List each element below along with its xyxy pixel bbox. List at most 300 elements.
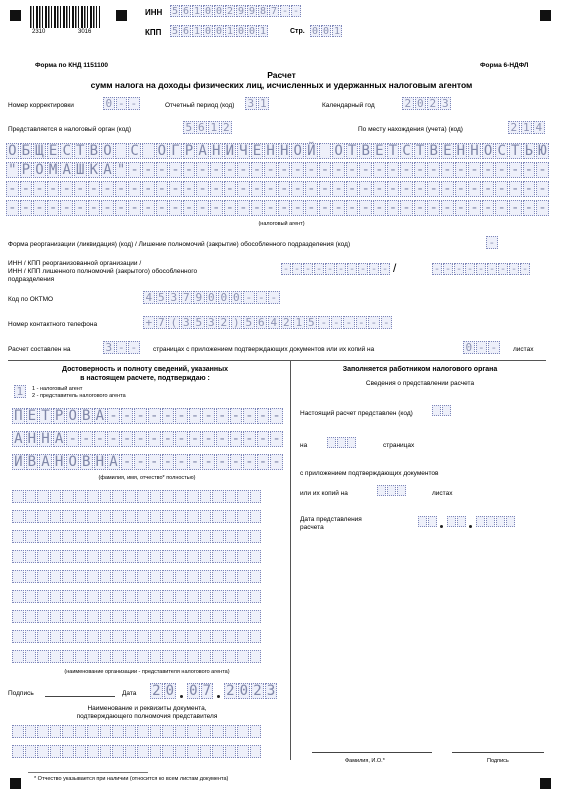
- cell: [87, 570, 99, 583]
- cell: [187, 490, 199, 503]
- rep-org-row-8[interactable]: [12, 630, 261, 643]
- section-divider: [8, 360, 546, 361]
- cell: [62, 570, 74, 583]
- cell: 0: [231, 291, 243, 304]
- cell: -: [128, 200, 141, 216]
- tax-authority-cells[interactable]: [183, 121, 232, 134]
- cell: [212, 725, 224, 738]
- cell: -: [381, 316, 393, 329]
- cell: -: [210, 200, 223, 216]
- cell: 2: [224, 683, 237, 699]
- cell: [212, 610, 224, 623]
- signer-opt2: 2 - представитель налогового агента: [32, 393, 126, 399]
- reorg-kpp-cells[interactable]: [432, 263, 530, 275]
- cell: 0: [204, 26, 212, 37]
- cell: [137, 570, 149, 583]
- cell: -: [257, 431, 270, 447]
- right-date-day[interactable]: [418, 516, 437, 527]
- rep-org-row-5[interactable]: [12, 570, 261, 583]
- kpp-label: КПП: [145, 28, 162, 37]
- cell: [112, 725, 124, 738]
- cell: [187, 610, 199, 623]
- cell: -: [318, 316, 330, 329]
- cell: [418, 516, 427, 527]
- cell: Г: [169, 143, 182, 159]
- cell: 3: [265, 683, 278, 699]
- page-cells[interactable]: [310, 25, 342, 37]
- cell: 0: [206, 291, 218, 304]
- cell: -: [162, 408, 175, 424]
- cell: -: [6, 181, 19, 197]
- cell: -: [216, 431, 229, 447]
- cell: 4: [533, 121, 545, 134]
- cell: [212, 745, 224, 758]
- cell: [112, 570, 124, 583]
- cell: [12, 590, 24, 603]
- cell: -: [20, 200, 33, 216]
- right-date-month[interactable]: [447, 516, 466, 527]
- cell: [87, 630, 99, 643]
- cell: -: [134, 431, 147, 447]
- doc-label1: Наименование и реквизиты документа,: [87, 705, 207, 712]
- cell: -: [115, 200, 128, 216]
- cell: [162, 650, 174, 663]
- cell: Ч: [237, 143, 250, 159]
- cell: [150, 650, 162, 663]
- cell: [75, 725, 87, 738]
- cell: А: [196, 143, 209, 159]
- cell: [225, 630, 237, 643]
- cell: [125, 630, 137, 643]
- cell: 0: [248, 26, 256, 37]
- cell: -: [488, 264, 496, 275]
- cell: [37, 510, 49, 523]
- corner-marker-tl: [10, 10, 21, 21]
- cell: -: [251, 162, 264, 178]
- cell: 5: [171, 6, 179, 17]
- cell: [12, 510, 24, 523]
- cell: -: [305, 162, 318, 178]
- cell: -: [482, 181, 495, 197]
- cell: -: [251, 200, 264, 216]
- cell: [87, 510, 99, 523]
- cell: [175, 490, 187, 503]
- cell: -: [162, 431, 175, 447]
- cell: -: [74, 181, 87, 197]
- reorg-inn-label2: ИНН / КПП лишенного полномочий (закрытого) обособленного: [8, 268, 198, 275]
- cell: [100, 630, 112, 643]
- cell: [187, 530, 199, 543]
- left-header2: в настоящем расчете, подтверждаю :: [80, 375, 210, 382]
- cell: [237, 490, 249, 503]
- cell: -: [278, 181, 291, 197]
- cell: [12, 550, 24, 563]
- cell: -: [6, 200, 19, 216]
- cell: [50, 610, 62, 623]
- cell: Т: [387, 143, 400, 159]
- vertical-divider: [290, 360, 291, 760]
- cell: -: [80, 431, 93, 447]
- cell: 7: [201, 683, 214, 699]
- cell: [12, 745, 24, 758]
- cell: -: [331, 316, 343, 329]
- cell: -: [60, 181, 73, 197]
- doc-row-2[interactable]: [12, 745, 261, 758]
- cell: Н: [468, 143, 481, 159]
- cell: [75, 610, 87, 623]
- rep-org-row-3[interactable]: [12, 530, 261, 543]
- cell: [75, 490, 87, 503]
- rep-org-row-6[interactable]: [12, 590, 261, 603]
- rep-org-row-4[interactable]: [12, 550, 261, 563]
- cell: И: [12, 454, 25, 470]
- cell: О: [332, 143, 345, 159]
- cell: О: [66, 454, 79, 470]
- cell: [50, 490, 62, 503]
- cell: -: [210, 181, 223, 197]
- cell: [100, 530, 112, 543]
- cell: ": [115, 162, 128, 178]
- cell: 7: [156, 316, 168, 329]
- cell: -: [373, 181, 386, 197]
- barcode: [30, 6, 100, 28]
- cell: -: [521, 264, 529, 275]
- cell: -: [128, 162, 141, 178]
- cell: [37, 530, 49, 543]
- cell: +: [143, 316, 155, 329]
- cell: [187, 570, 199, 583]
- right-pages-cells[interactable]: [327, 437, 356, 448]
- cell: -: [101, 181, 114, 197]
- cell: -: [319, 200, 332, 216]
- cell: 0: [218, 291, 230, 304]
- cell: [162, 570, 174, 583]
- right-date-year[interactable]: [476, 516, 515, 527]
- cell: [100, 510, 112, 523]
- cell: [200, 530, 212, 543]
- cell: [175, 530, 187, 543]
- cell: [175, 725, 187, 738]
- date-day-cells[interactable]: [150, 683, 176, 699]
- cell: -: [189, 408, 202, 424]
- right-copies-cells[interactable]: [377, 485, 406, 496]
- cell: -: [332, 181, 345, 197]
- cell: [225, 745, 237, 758]
- pages-cells[interactable]: [103, 341, 140, 354]
- cell: [75, 530, 87, 543]
- cell: 3: [440, 97, 452, 110]
- cell: -: [373, 200, 386, 216]
- inn-cells[interactable]: [170, 5, 301, 17]
- cell: [25, 590, 37, 603]
- cell: [250, 530, 262, 543]
- cell: -: [441, 200, 454, 216]
- corner-marker-top: [116, 10, 127, 21]
- cell: 3: [245, 97, 257, 110]
- cell: [87, 590, 99, 603]
- cell: -: [169, 181, 182, 197]
- cell: -: [156, 181, 169, 197]
- cell: [187, 550, 199, 563]
- cell: 5: [306, 316, 318, 329]
- cell: [175, 745, 187, 758]
- correction-cells[interactable]: [103, 97, 140, 110]
- cell: 1: [521, 121, 533, 134]
- cell: [112, 650, 124, 663]
- cell: [175, 510, 187, 523]
- cell: Щ: [33, 143, 46, 159]
- cell: -: [356, 316, 368, 329]
- cell: С: [400, 143, 413, 159]
- cell: -: [148, 408, 161, 424]
- cell: -: [116, 341, 128, 354]
- pages-label: Расчет составлен на: [8, 346, 71, 353]
- cell: Т: [509, 143, 522, 159]
- cell: [237, 510, 249, 523]
- right-sign-line[interactable]: [452, 752, 544, 753]
- cell: [212, 550, 224, 563]
- cell: В: [88, 143, 101, 159]
- cell: [237, 745, 249, 758]
- cell: [137, 550, 149, 563]
- period-cells[interactable]: [245, 97, 269, 110]
- cell: -: [304, 264, 312, 275]
- cell: Т: [346, 143, 359, 159]
- org-name-row-4[interactable]: [6, 200, 549, 216]
- cell: [225, 510, 237, 523]
- cell: [162, 610, 174, 623]
- cell: [200, 630, 212, 643]
- cell: -: [346, 162, 359, 178]
- cell: -: [468, 162, 481, 178]
- cell: -: [243, 291, 255, 304]
- cell: [125, 650, 137, 663]
- presented-cells[interactable]: [432, 405, 451, 416]
- sign-line[interactable]: [45, 696, 115, 697]
- cell: А: [107, 454, 120, 470]
- rep-org-row-7[interactable]: [12, 610, 261, 623]
- oktmo-cells[interactable]: [143, 291, 280, 304]
- rep-org-row-9[interactable]: [12, 650, 261, 663]
- cell: [237, 550, 249, 563]
- cell: О: [33, 162, 46, 178]
- cell: [486, 516, 495, 527]
- cell: -: [134, 454, 147, 470]
- date-month-cells[interactable]: [187, 683, 213, 699]
- cell: ): [231, 316, 243, 329]
- cell: [25, 650, 37, 663]
- cell: 0: [237, 26, 245, 37]
- cell: [125, 745, 137, 758]
- cell: -: [264, 200, 277, 216]
- cell: [87, 610, 99, 623]
- year-cells[interactable]: [402, 97, 451, 110]
- cell: [100, 745, 112, 758]
- cell: -: [237, 200, 250, 216]
- cell: [12, 570, 24, 583]
- cell: [112, 630, 124, 643]
- cell: [50, 650, 62, 663]
- cell: -: [291, 162, 304, 178]
- cell: [237, 650, 249, 663]
- signer-code-cell[interactable]: [14, 385, 26, 398]
- location-cells[interactable]: [508, 121, 545, 134]
- phone-cells[interactable]: [143, 316, 392, 329]
- left-header1: Достоверность и полноту сведений, указанных: [62, 366, 228, 373]
- cell: -: [115, 181, 128, 197]
- cell: -: [370, 264, 378, 275]
- cell: -: [427, 200, 440, 216]
- cell: -: [315, 264, 323, 275]
- cell: [137, 650, 149, 663]
- cell: Ю: [536, 143, 549, 159]
- pages-middle: страницах с приложением подтверждающих документов или их копий на: [153, 346, 375, 353]
- cell: [187, 590, 199, 603]
- cell: [12, 725, 24, 738]
- cell: [62, 610, 74, 623]
- fio-row-2[interactable]: [12, 431, 283, 447]
- cell: -: [477, 264, 485, 275]
- cell: [212, 590, 224, 603]
- cell: -: [400, 162, 413, 178]
- cell: 5: [243, 316, 255, 329]
- rep-org-row-1[interactable]: [12, 490, 261, 503]
- form-knd: Форма по КНД 1151100: [35, 62, 108, 69]
- cell: 1: [333, 26, 341, 37]
- kpp-cells[interactable]: [170, 25, 268, 37]
- cell: В: [427, 143, 440, 159]
- cell: [200, 725, 212, 738]
- cell: [442, 405, 451, 416]
- rep-org-caption: (наименование организации - представителя налогового агента): [64, 669, 230, 675]
- cell: [250, 610, 262, 623]
- cell: 1: [259, 26, 267, 37]
- cell: [137, 490, 149, 503]
- cell: -: [359, 200, 372, 216]
- cell: -: [455, 264, 463, 275]
- cell: -: [441, 181, 454, 197]
- cell: -: [162, 454, 175, 470]
- cell: -: [88, 200, 101, 216]
- cell: [125, 530, 137, 543]
- cell: [62, 745, 74, 758]
- org-name-row-2[interactable]: [6, 162, 549, 178]
- cell: -: [224, 200, 237, 216]
- cell: -: [142, 200, 155, 216]
- cell: О: [482, 143, 495, 159]
- cell: [150, 530, 162, 543]
- doc-row-1[interactable]: [12, 725, 261, 738]
- cell: 1: [14, 385, 26, 398]
- year-label: Календарный год: [322, 102, 375, 109]
- cell: [75, 550, 87, 563]
- rep-org-row-2[interactable]: [12, 510, 261, 523]
- cell: [37, 570, 49, 583]
- cell: -: [264, 181, 277, 197]
- cell: С: [60, 143, 73, 159]
- cell: [397, 485, 406, 496]
- cell: Й: [305, 143, 318, 159]
- org-name-row-1[interactable]: [6, 143, 549, 159]
- fio-row-1[interactable]: [12, 408, 283, 424]
- cell: [250, 650, 262, 663]
- cell: -: [343, 316, 355, 329]
- cell: -: [359, 162, 372, 178]
- cell: В: [26, 454, 39, 470]
- cell: [187, 745, 199, 758]
- cell: [175, 550, 187, 563]
- reorg-cells[interactable]: [486, 236, 498, 249]
- date-year-cells[interactable]: [224, 683, 277, 699]
- cell: -: [94, 431, 107, 447]
- cell: -: [257, 454, 270, 470]
- cell: Б: [20, 143, 33, 159]
- cell: 0: [103, 97, 115, 110]
- cell: 2: [281, 316, 293, 329]
- cell: -: [121, 454, 134, 470]
- cell: [75, 590, 87, 603]
- corner-marker-tr: [540, 10, 551, 21]
- cell: -: [183, 200, 196, 216]
- cell: 0: [215, 26, 223, 37]
- cell: Т: [74, 143, 87, 159]
- cell: Т: [39, 408, 52, 424]
- cell: 2: [221, 121, 233, 134]
- cell: О: [66, 408, 79, 424]
- cell: [100, 590, 112, 603]
- cell: [212, 530, 224, 543]
- cell: 1: [193, 26, 201, 37]
- cell: -: [33, 200, 46, 216]
- cell: [25, 510, 37, 523]
- cell: -: [332, 162, 345, 178]
- fio-row-3[interactable]: [12, 454, 283, 470]
- cell: [62, 490, 74, 503]
- cell: [150, 550, 162, 563]
- cell: -: [243, 454, 256, 470]
- cell: -: [536, 200, 549, 216]
- cell: -: [230, 454, 243, 470]
- cell: [62, 550, 74, 563]
- cell: М: [47, 162, 60, 178]
- copies-cells[interactable]: [463, 341, 500, 354]
- cell: [100, 570, 112, 583]
- fio-line[interactable]: [312, 752, 432, 753]
- cell: -: [230, 431, 243, 447]
- reorg-inn-cells[interactable]: [281, 263, 390, 275]
- cell: 9: [248, 6, 256, 17]
- cell: -: [332, 200, 345, 216]
- date-label: Дата: [122, 690, 137, 697]
- cell: [37, 725, 49, 738]
- cell: -: [292, 6, 300, 17]
- date-rep-label1: Дата представления: [300, 516, 362, 523]
- cell: [496, 516, 505, 527]
- cell: [37, 590, 49, 603]
- cell: 0: [311, 26, 319, 37]
- cell: -: [175, 431, 188, 447]
- cell: [200, 510, 212, 523]
- cell: -: [414, 162, 427, 178]
- cell: [162, 550, 174, 563]
- presented-label: Настоящий расчет представлен (код): [300, 410, 413, 417]
- cell: -: [107, 408, 120, 424]
- cell: -: [278, 162, 291, 178]
- org-name-row-3[interactable]: [6, 181, 549, 197]
- cell: -: [189, 454, 202, 470]
- cell: [250, 745, 262, 758]
- cell: [125, 510, 137, 523]
